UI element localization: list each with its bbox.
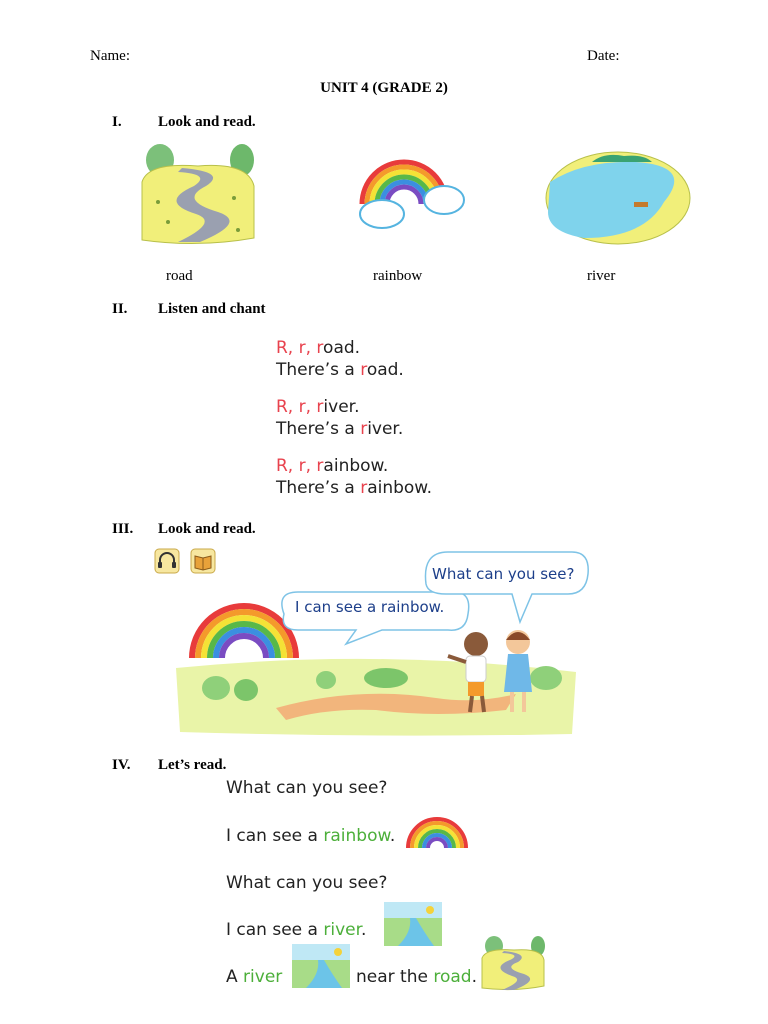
read-line (226, 967, 282, 987)
read-line (226, 920, 366, 940)
chant-word-first-letter: r (360, 419, 368, 439)
picture-label-rainbow: rainbow (373, 268, 423, 284)
chant-word-first-letter: r (360, 478, 368, 498)
read-keyword: river (243, 967, 283, 987)
read-text: I can see a (226, 920, 324, 940)
road-picture (138, 142, 258, 248)
chant-word-rest: iver. (323, 397, 360, 417)
chant-letters: R, r, (276, 397, 317, 417)
read-keyword: road (433, 967, 472, 987)
read-text: What can you see? (226, 873, 388, 893)
chant-word-rest: oad. (323, 338, 361, 358)
picture-label-river: river (587, 268, 616, 284)
read-keyword: river (323, 920, 362, 940)
speech-bubble-question: What can you see? (432, 565, 575, 583)
chant-verse (276, 337, 404, 381)
section-title: Look and read. (158, 114, 256, 130)
chant-verse (276, 455, 432, 499)
river-picture (292, 944, 350, 988)
read-text: What can you see? (226, 778, 388, 798)
read-line (226, 873, 387, 893)
read-text: A (226, 967, 244, 987)
page-title: UNIT 4 (GRADE 2) (320, 80, 448, 96)
chant-line2-prefix: There’s a (276, 419, 361, 439)
chant-word-first-letter: r (316, 338, 324, 358)
chant-word-rest: ainbow. (367, 478, 433, 498)
river-picture (544, 142, 692, 246)
section-title: Listen and chant (158, 301, 266, 317)
read-text: . (471, 967, 477, 987)
read-text: I can see a (226, 826, 324, 846)
chant-word-first-letter: r (360, 360, 367, 380)
chant-word-rest: oad. (366, 360, 404, 380)
chant-word-rest: iver. (367, 419, 404, 439)
road-picture (480, 936, 546, 992)
section-number: III. (112, 521, 134, 537)
read-text: . (389, 826, 396, 846)
river-picture (384, 902, 442, 946)
chant-line2-prefix: There’s a (276, 360, 361, 380)
section-number: I. (112, 114, 122, 130)
read-line (226, 826, 395, 846)
rainbow-picture (354, 152, 466, 240)
chant-word-rest: ainbow. (323, 456, 389, 476)
picture-label-road: road (166, 268, 193, 284)
chant-letters: R, r, (276, 338, 317, 358)
read-keyword: rainbow (323, 826, 390, 846)
read-text: . (361, 920, 367, 940)
section-title: Let’s read. (158, 757, 227, 773)
chant-word-first-letter: r (316, 456, 324, 476)
read-text: near the (356, 967, 434, 987)
chant-verse (276, 396, 403, 440)
read-line (356, 967, 477, 987)
section-number: IV. (112, 757, 131, 773)
read-line (226, 778, 387, 798)
date-label: Date: (587, 48, 620, 64)
speech-bubble-answer: I can see a rainbow. (295, 598, 445, 616)
section-number: II. (112, 301, 128, 317)
chant-line2-prefix: There’s a (276, 478, 361, 498)
chant-word-first-letter: r (316, 397, 324, 417)
rainbow-picture (404, 808, 470, 850)
name-label: Name: (90, 48, 130, 64)
chant-letters: R, r, (276, 456, 317, 476)
section-title: Look and read. (158, 521, 256, 537)
